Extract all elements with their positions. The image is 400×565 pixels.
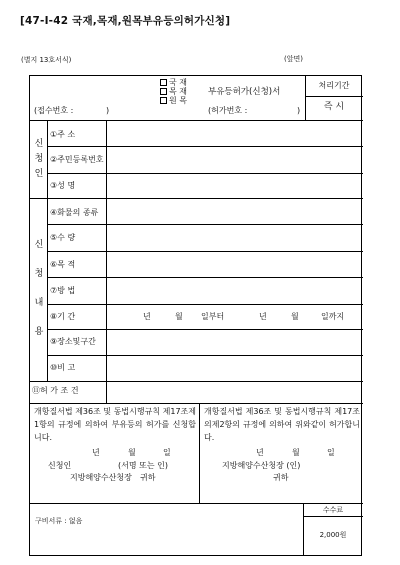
quantity-label: ⑤수 량 [50,233,76,242]
checkbox-option[interactable]: 국 재 [160,79,187,87]
form-title: [47-Ⅰ-42 국재,목재,원목부유등의허가신청] [20,15,231,27]
left-recipient: 지방해양수산청장 [70,473,132,482]
period-day-from: 일부터 [201,312,225,321]
permit-conditions-label: ⑪허 가 조 건 [32,386,79,395]
receipt-number-close: ) [106,106,110,115]
remarks-label: ⑩비 고 [50,363,76,372]
period-month-start: 월 [175,312,183,321]
period-label: ⑧기 간 [50,312,76,321]
period-year-start: 년 [143,312,151,321]
left-date-month: 월 [128,448,136,457]
name-label: ③성 명 [50,181,76,190]
checkbox-square-icon[interactable] [160,88,167,95]
period-year-end: 년 [259,312,267,321]
address-label: ①주 소 [50,130,76,139]
fee-label: 수수료 [322,506,344,514]
processing-value: 즉 시 [323,102,345,112]
period-day-until: 일까지 [321,312,345,321]
right-date-day: 일 [327,448,335,457]
location-label: ⑨장소및구간 [50,337,96,346]
applicant-statement: 개항질서법 제36조 및 동법시행규칙 제17조제1항의 규정에 의하여 부유등의 허가를 신청합니다. [34,407,196,442]
applicant-signer: 신청인 [48,461,72,470]
content-group-char: 용 [34,327,44,337]
form-table [29,75,362,556]
right-date-year: 년 [256,448,264,457]
purpose-label: ⑥목 적 [50,260,76,269]
processing-divider-h [305,96,363,97]
period-month-end: 월 [291,312,299,321]
left-date-day: 일 [163,448,171,457]
left-honorific: 귀하 [140,473,156,482]
permit-number-label: (허가번호 : [208,106,248,115]
content-group-char: 신 [34,240,44,250]
approver-signer: 지방해양수산청장 (인) [222,461,301,470]
checkbox-square-icon[interactable] [160,97,167,104]
applicant-group-char: 신 [34,139,44,149]
left-date-year: 년 [92,448,100,457]
form-number: (별지 13호서식) [21,56,72,64]
content-group-char: 내 [34,298,44,308]
fee-value: 2,000원 [319,531,347,539]
approval-statement: 개항질서법 제36조 및 동법시행규칙 제17조의제2항의 규정에 의하여 위와같이 허가합니다. [204,407,360,442]
checkbox-square-icon[interactable] [160,79,167,86]
required-documents: 구비서류 : 없음 [35,517,83,525]
document-title: 부유등허가(신청)서 [208,87,281,97]
checkbox-option[interactable]: 원 목 [160,97,187,105]
page-side: (앞면) [284,55,303,63]
right-date-month: 월 [292,448,300,457]
applicant-group-char: 청 [34,154,44,164]
applicant-group-char: 인 [34,169,44,179]
right-honorific: 귀하 [273,473,289,482]
method-label: ⑦방 법 [50,286,76,295]
resident-number-label: ②주민등록번호 [50,155,104,164]
checkbox-option[interactable]: 목 재 [160,88,187,96]
signature-note: (서명 또는 인) [118,461,168,470]
receipt-number-label: (접수번호 : [34,106,74,115]
processing-label: 처리기간 [318,81,350,90]
permit-number-close: ) [297,106,301,115]
content-group-char: 청 [34,269,44,279]
cargo-type-label: ④화물의 종류 [50,208,99,217]
